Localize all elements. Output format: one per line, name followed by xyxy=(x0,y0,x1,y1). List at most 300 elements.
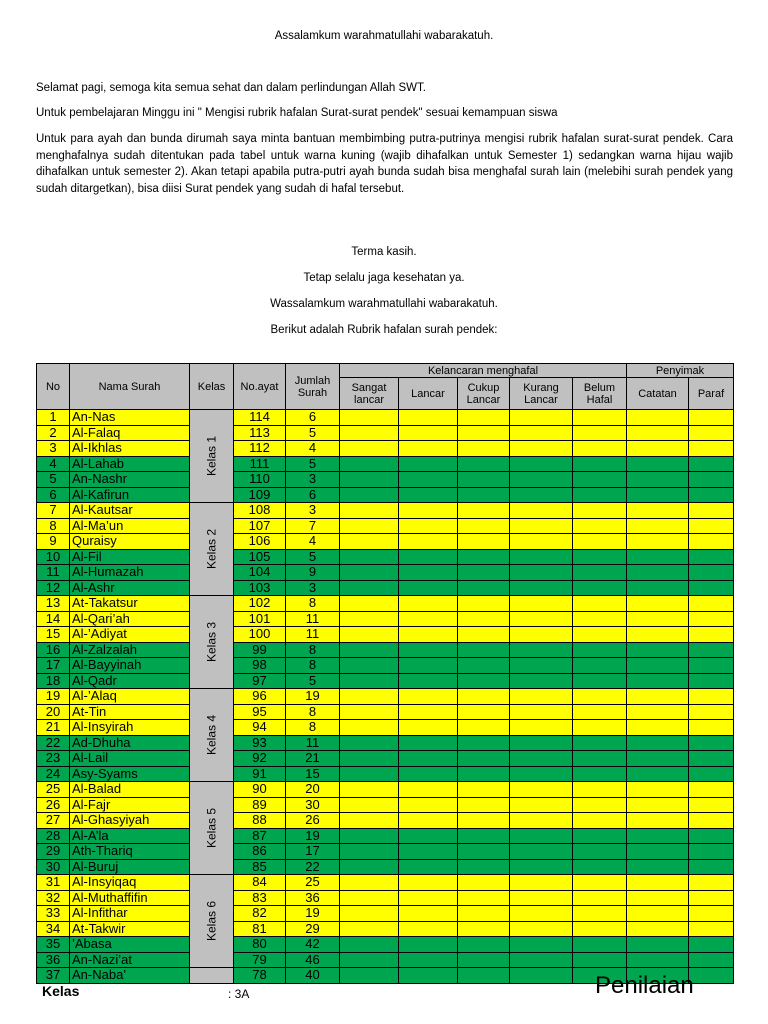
table-row xyxy=(37,503,734,519)
cell-kurang-lancar[interactable] xyxy=(510,534,573,550)
surah-name: Al-Kafirun xyxy=(70,487,190,503)
cell-belum-hafal[interactable] xyxy=(573,921,627,937)
cell-kurang-lancar[interactable] xyxy=(510,937,573,953)
cell-belum-hafal[interactable] xyxy=(573,937,627,953)
footer-penilaian-title: Penilaian xyxy=(595,972,694,999)
cell-lancar[interactable] xyxy=(399,642,458,658)
cell-lancar[interactable] xyxy=(399,503,458,519)
ayat-number: 99 xyxy=(234,642,286,658)
cell-belum-hafal[interactable] xyxy=(573,952,627,968)
cell-belum-hafal[interactable] xyxy=(573,875,627,891)
cell-lancar[interactable] xyxy=(399,487,458,503)
jumlah-ayat: 9 xyxy=(286,565,340,581)
cell-paraf[interactable] xyxy=(689,472,734,488)
cell-catatan[interactable] xyxy=(627,472,689,488)
cell-sangat-lancar[interactable] xyxy=(340,642,399,658)
cell-sangat-lancar[interactable] xyxy=(340,611,399,627)
cell-lancar[interactable] xyxy=(399,410,458,426)
cell-kurang-lancar[interactable] xyxy=(510,627,573,643)
cell-catatan[interactable] xyxy=(627,642,689,658)
cell-belum-hafal[interactable] xyxy=(573,487,627,503)
cell-lancar[interactable] xyxy=(399,859,458,875)
cell-lancar[interactable] xyxy=(399,534,458,550)
cell-cukup-lancar[interactable] xyxy=(458,658,510,674)
ayat-number: 87 xyxy=(234,828,286,844)
cell-catatan[interactable] xyxy=(627,425,689,441)
cell-kurang-lancar[interactable] xyxy=(510,844,573,860)
cell-kurang-lancar[interactable] xyxy=(510,890,573,906)
cell-lancar[interactable] xyxy=(399,828,458,844)
cell-belum-hafal[interactable] xyxy=(573,565,627,581)
cell-lancar[interactable] xyxy=(399,689,458,705)
surah-name: Ad-Dhuha xyxy=(70,735,190,751)
cell-paraf[interactable] xyxy=(689,503,734,519)
row-number: 1 xyxy=(37,410,70,426)
cell-catatan[interactable] xyxy=(627,704,689,720)
cell-cukup-lancar[interactable] xyxy=(458,487,510,503)
table-row xyxy=(37,813,734,829)
cell-sangat-lancar[interactable] xyxy=(340,704,399,720)
cell-catatan[interactable] xyxy=(627,720,689,736)
cell-sangat-lancar[interactable] xyxy=(340,906,399,922)
cell-catatan[interactable] xyxy=(627,487,689,503)
table-row xyxy=(37,596,734,612)
cell-paraf[interactable] xyxy=(689,782,734,798)
cell-lancar[interactable] xyxy=(399,968,458,984)
cell-lancar[interactable] xyxy=(399,425,458,441)
cell-cukup-lancar[interactable] xyxy=(458,518,510,534)
cell-catatan[interactable] xyxy=(627,782,689,798)
jumlah-ayat: 46 xyxy=(286,952,340,968)
cell-lancar[interactable] xyxy=(399,782,458,798)
cell-sangat-lancar[interactable] xyxy=(340,782,399,798)
cell-sangat-lancar[interactable] xyxy=(340,565,399,581)
cell-sangat-lancar[interactable] xyxy=(340,658,399,674)
cell-lancar[interactable] xyxy=(399,813,458,829)
cell-sangat-lancar[interactable] xyxy=(340,410,399,426)
cell-lancar[interactable] xyxy=(399,456,458,472)
cell-cukup-lancar[interactable] xyxy=(458,596,510,612)
cell-cukup-lancar[interactable] xyxy=(458,968,510,984)
surah-name: Al-Bayyinah xyxy=(70,658,190,674)
cell-cukup-lancar[interactable] xyxy=(458,813,510,829)
cell-kurang-lancar[interactable] xyxy=(510,968,573,984)
table-row xyxy=(37,549,734,565)
cell-sangat-lancar[interactable] xyxy=(340,580,399,596)
cell-sangat-lancar[interactable] xyxy=(340,813,399,829)
cell-kurang-lancar[interactable] xyxy=(510,518,573,534)
cell-paraf[interactable] xyxy=(689,890,734,906)
cell-belum-hafal[interactable] xyxy=(573,813,627,829)
cell-paraf[interactable] xyxy=(689,456,734,472)
cell-catatan[interactable] xyxy=(627,921,689,937)
cell-cukup-lancar[interactable] xyxy=(458,549,510,565)
cell-cukup-lancar[interactable] xyxy=(458,642,510,658)
cell-sangat-lancar[interactable] xyxy=(340,673,399,689)
cell-belum-hafal[interactable] xyxy=(573,472,627,488)
cell-kurang-lancar[interactable] xyxy=(510,565,573,581)
cell-lancar[interactable] xyxy=(399,921,458,937)
cell-lancar[interactable] xyxy=(399,580,458,596)
cell-belum-hafal[interactable] xyxy=(573,906,627,922)
cell-kurang-lancar[interactable] xyxy=(510,658,573,674)
cell-belum-hafal[interactable] xyxy=(573,782,627,798)
cell-kurang-lancar[interactable] xyxy=(510,875,573,891)
cell-catatan[interactable] xyxy=(627,673,689,689)
cell-paraf[interactable] xyxy=(689,921,734,937)
cell-sangat-lancar[interactable] xyxy=(340,921,399,937)
surah-name: Al-Fajr xyxy=(70,797,190,813)
cell-lancar[interactable] xyxy=(399,673,458,689)
surah-name: Al-’Alaq xyxy=(70,689,190,705)
cell-catatan[interactable] xyxy=(627,890,689,906)
cell-sangat-lancar[interactable] xyxy=(340,797,399,813)
cell-lancar[interactable] xyxy=(399,611,458,627)
cell-catatan[interactable] xyxy=(627,859,689,875)
cell-catatan[interactable] xyxy=(627,813,689,829)
cell-paraf[interactable] xyxy=(689,704,734,720)
cell-kurang-lancar[interactable] xyxy=(510,673,573,689)
kelas-group-cell xyxy=(190,596,234,689)
cell-cukup-lancar[interactable] xyxy=(458,704,510,720)
cell-lancar[interactable] xyxy=(399,937,458,953)
cell-paraf[interactable] xyxy=(689,518,734,534)
cell-belum-hafal[interactable] xyxy=(573,766,627,782)
cell-cukup-lancar[interactable] xyxy=(458,534,510,550)
cell-sangat-lancar[interactable] xyxy=(340,735,399,751)
cell-belum-hafal[interactable] xyxy=(573,720,627,736)
cell-catatan[interactable] xyxy=(627,580,689,596)
cell-catatan[interactable] xyxy=(627,503,689,519)
cell-lancar[interactable] xyxy=(399,751,458,767)
cell-lancar[interactable] xyxy=(399,952,458,968)
cell-catatan[interactable] xyxy=(627,766,689,782)
surah-name: ’Abasa xyxy=(70,937,190,953)
cell-paraf[interactable] xyxy=(689,968,734,984)
cell-belum-hafal[interactable] xyxy=(573,534,627,550)
cell-catatan[interactable] xyxy=(627,518,689,534)
cell-paraf[interactable] xyxy=(689,844,734,860)
cell-cukup-lancar[interactable] xyxy=(458,580,510,596)
cell-belum-hafal[interactable] xyxy=(573,627,627,643)
cell-sangat-lancar[interactable] xyxy=(340,766,399,782)
cell-lancar[interactable] xyxy=(399,906,458,922)
cell-lancar[interactable] xyxy=(399,658,458,674)
cell-kurang-lancar[interactable] xyxy=(510,797,573,813)
cell-catatan[interactable] xyxy=(627,875,689,891)
cell-paraf[interactable] xyxy=(689,658,734,674)
cell-paraf[interactable] xyxy=(689,720,734,736)
cell-cukup-lancar[interactable] xyxy=(458,875,510,891)
surah-name: Al-Lahab xyxy=(70,456,190,472)
jumlah-ayat: 29 xyxy=(286,921,340,937)
cell-sangat-lancar[interactable] xyxy=(340,503,399,519)
cell-cukup-lancar[interactable] xyxy=(458,627,510,643)
cell-belum-hafal[interactable] xyxy=(573,456,627,472)
cell-kurang-lancar[interactable] xyxy=(510,441,573,457)
cell-kurang-lancar[interactable] xyxy=(510,704,573,720)
cell-paraf[interactable] xyxy=(689,735,734,751)
row-number: 7 xyxy=(37,503,70,519)
cell-catatan[interactable] xyxy=(627,441,689,457)
cell-cukup-lancar[interactable] xyxy=(458,410,510,426)
cell-sangat-lancar[interactable] xyxy=(340,627,399,643)
table-row xyxy=(37,627,734,643)
cell-sangat-lancar[interactable] xyxy=(340,859,399,875)
cell-kurang-lancar[interactable] xyxy=(510,859,573,875)
cell-catatan[interactable] xyxy=(627,952,689,968)
table-row xyxy=(37,425,734,441)
cell-cukup-lancar[interactable] xyxy=(458,766,510,782)
cell-belum-hafal[interactable] xyxy=(573,441,627,457)
cell-cukup-lancar[interactable] xyxy=(458,828,510,844)
cell-sangat-lancar[interactable] xyxy=(340,549,399,565)
cell-paraf[interactable] xyxy=(689,751,734,767)
cell-lancar[interactable] xyxy=(399,844,458,860)
cell-paraf[interactable] xyxy=(689,627,734,643)
table-row xyxy=(37,487,734,503)
cell-belum-hafal[interactable] xyxy=(573,658,627,674)
cell-kurang-lancar[interactable] xyxy=(510,410,573,426)
jumlah-ayat: 19 xyxy=(286,906,340,922)
cell-lancar[interactable] xyxy=(399,720,458,736)
cell-belum-hafal[interactable] xyxy=(573,503,627,519)
cell-paraf[interactable] xyxy=(689,487,734,503)
cell-kurang-lancar[interactable] xyxy=(510,456,573,472)
cell-sangat-lancar[interactable] xyxy=(340,844,399,860)
cell-sangat-lancar[interactable] xyxy=(340,751,399,767)
cell-kurang-lancar[interactable] xyxy=(510,611,573,627)
cell-cukup-lancar[interactable] xyxy=(458,921,510,937)
cell-belum-hafal[interactable] xyxy=(573,751,627,767)
cell-lancar[interactable] xyxy=(399,565,458,581)
cell-cukup-lancar[interactable] xyxy=(458,735,510,751)
cell-catatan[interactable] xyxy=(627,549,689,565)
cell-paraf[interactable] xyxy=(689,611,734,627)
cell-cukup-lancar[interactable] xyxy=(458,782,510,798)
cell-paraf[interactable] xyxy=(689,813,734,829)
cell-belum-hafal[interactable] xyxy=(573,797,627,813)
cell-cukup-lancar[interactable] xyxy=(458,456,510,472)
cell-catatan[interactable] xyxy=(627,797,689,813)
cell-cukup-lancar[interactable] xyxy=(458,472,510,488)
cell-cukup-lancar[interactable] xyxy=(458,689,510,705)
cell-lancar[interactable] xyxy=(399,766,458,782)
cell-cukup-lancar[interactable] xyxy=(458,673,510,689)
header-no: No xyxy=(37,364,70,410)
cell-catatan[interactable] xyxy=(627,828,689,844)
cell-sangat-lancar[interactable] xyxy=(340,875,399,891)
cell-catatan[interactable] xyxy=(627,611,689,627)
cell-paraf[interactable] xyxy=(689,766,734,782)
cell-belum-hafal[interactable] xyxy=(573,549,627,565)
cell-cukup-lancar[interactable] xyxy=(458,441,510,457)
cell-kurang-lancar[interactable] xyxy=(510,766,573,782)
cell-sangat-lancar[interactable] xyxy=(340,968,399,984)
cell-cukup-lancar[interactable] xyxy=(458,844,510,860)
cell-belum-hafal[interactable] xyxy=(573,580,627,596)
table-row xyxy=(37,642,734,658)
thanks-text: Terma kasih. xyxy=(351,246,417,258)
cell-belum-hafal[interactable] xyxy=(573,735,627,751)
cell-catatan[interactable] xyxy=(627,456,689,472)
cell-cukup-lancar[interactable] xyxy=(458,906,510,922)
cell-sangat-lancar[interactable] xyxy=(340,890,399,906)
cell-cukup-lancar[interactable] xyxy=(458,859,510,875)
cell-cukup-lancar[interactable] xyxy=(458,565,510,581)
cell-sangat-lancar[interactable] xyxy=(340,937,399,953)
cell-lancar[interactable] xyxy=(399,441,458,457)
cell-kurang-lancar[interactable] xyxy=(510,425,573,441)
cell-catatan[interactable] xyxy=(627,937,689,953)
row-number: 18 xyxy=(37,673,70,689)
cell-kurang-lancar[interactable] xyxy=(510,782,573,798)
cell-paraf[interactable] xyxy=(689,642,734,658)
cell-kurang-lancar[interactable] xyxy=(510,549,573,565)
cell-cukup-lancar[interactable] xyxy=(458,937,510,953)
cell-paraf[interactable] xyxy=(689,797,734,813)
cell-belum-hafal[interactable] xyxy=(573,410,627,426)
cell-cukup-lancar[interactable] xyxy=(458,611,510,627)
cell-kurang-lancar[interactable] xyxy=(510,596,573,612)
cell-paraf[interactable] xyxy=(689,580,734,596)
cell-paraf[interactable] xyxy=(689,937,734,953)
cell-cukup-lancar[interactable] xyxy=(458,952,510,968)
cell-lancar[interactable] xyxy=(399,627,458,643)
cell-catatan[interactable] xyxy=(627,751,689,767)
cell-cukup-lancar[interactable] xyxy=(458,797,510,813)
cell-belum-hafal[interactable] xyxy=(573,596,627,612)
row-number: 6 xyxy=(37,487,70,503)
cell-sangat-lancar[interactable] xyxy=(340,518,399,534)
cell-paraf[interactable] xyxy=(689,534,734,550)
cell-cukup-lancar[interactable] xyxy=(458,890,510,906)
cell-lancar[interactable] xyxy=(399,704,458,720)
cell-cukup-lancar[interactable] xyxy=(458,720,510,736)
kelas-group-cell xyxy=(190,689,234,782)
cell-paraf[interactable] xyxy=(689,859,734,875)
cell-paraf[interactable] xyxy=(689,425,734,441)
cell-kurang-lancar[interactable] xyxy=(510,906,573,922)
cell-lancar[interactable] xyxy=(399,735,458,751)
cell-sangat-lancar[interactable] xyxy=(340,534,399,550)
cell-paraf[interactable] xyxy=(689,410,734,426)
cell-paraf[interactable] xyxy=(689,596,734,612)
cell-paraf[interactable] xyxy=(689,952,734,968)
cell-sangat-lancar[interactable] xyxy=(340,487,399,503)
row-number: 17 xyxy=(37,658,70,674)
cell-belum-hafal[interactable] xyxy=(573,844,627,860)
cell-catatan[interactable] xyxy=(627,735,689,751)
cell-catatan[interactable] xyxy=(627,658,689,674)
cell-sangat-lancar[interactable] xyxy=(340,689,399,705)
cell-belum-hafal[interactable] xyxy=(573,518,627,534)
hafalan-rubric-table xyxy=(36,363,734,984)
cell-paraf[interactable] xyxy=(689,441,734,457)
cell-kurang-lancar[interactable] xyxy=(510,921,573,937)
surah-name: An-Nas xyxy=(70,410,190,426)
cell-kurang-lancar[interactable] xyxy=(510,828,573,844)
cell-sangat-lancar[interactable] xyxy=(340,720,399,736)
cell-paraf[interactable] xyxy=(689,565,734,581)
cell-kurang-lancar[interactable] xyxy=(510,642,573,658)
cell-belum-hafal[interactable] xyxy=(573,890,627,906)
cell-sangat-lancar[interactable] xyxy=(340,472,399,488)
cell-belum-hafal[interactable] xyxy=(573,673,627,689)
cell-kurang-lancar[interactable] xyxy=(510,472,573,488)
cell-belum-hafal[interactable] xyxy=(573,689,627,705)
row-number: 21 xyxy=(37,720,70,736)
cell-kurang-lancar[interactable] xyxy=(510,735,573,751)
cell-belum-hafal[interactable] xyxy=(573,642,627,658)
cell-paraf[interactable] xyxy=(689,549,734,565)
cell-belum-hafal[interactable] xyxy=(573,859,627,875)
cell-catatan[interactable] xyxy=(627,534,689,550)
cell-lancar[interactable] xyxy=(399,518,458,534)
row-number: 30 xyxy=(37,859,70,875)
cell-sangat-lancar[interactable] xyxy=(340,456,399,472)
cell-kurang-lancar[interactable] xyxy=(510,487,573,503)
cell-sangat-lancar[interactable] xyxy=(340,952,399,968)
row-number: 34 xyxy=(37,921,70,937)
cell-cukup-lancar[interactable] xyxy=(458,751,510,767)
cell-lancar[interactable] xyxy=(399,549,458,565)
cell-kurang-lancar[interactable] xyxy=(510,689,573,705)
ayat-number: 97 xyxy=(234,673,286,689)
cell-paraf[interactable] xyxy=(689,689,734,705)
surah-name: Al-Falaq xyxy=(70,425,190,441)
row-number: 16 xyxy=(37,642,70,658)
cell-cukup-lancar[interactable] xyxy=(458,425,510,441)
cell-belum-hafal[interactable] xyxy=(573,704,627,720)
cell-lancar[interactable] xyxy=(399,472,458,488)
cell-paraf[interactable] xyxy=(689,828,734,844)
cell-lancar[interactable] xyxy=(399,875,458,891)
cell-catatan[interactable] xyxy=(627,565,689,581)
cell-catatan[interactable] xyxy=(627,627,689,643)
cell-belum-hafal[interactable] xyxy=(573,425,627,441)
cell-sangat-lancar[interactable] xyxy=(340,828,399,844)
cell-belum-hafal[interactable] xyxy=(573,611,627,627)
cell-paraf[interactable] xyxy=(689,906,734,922)
cell-kurang-lancar[interactable] xyxy=(510,503,573,519)
table-row xyxy=(37,611,734,627)
cell-sangat-lancar[interactable] xyxy=(340,425,399,441)
cell-kurang-lancar[interactable] xyxy=(510,720,573,736)
cell-cukup-lancar[interactable] xyxy=(458,503,510,519)
cell-catatan[interactable] xyxy=(627,596,689,612)
ayat-number: 88 xyxy=(234,813,286,829)
cell-catatan[interactable] xyxy=(627,689,689,705)
cell-catatan[interactable] xyxy=(627,410,689,426)
cell-sangat-lancar[interactable] xyxy=(340,441,399,457)
cell-kurang-lancar[interactable] xyxy=(510,751,573,767)
table-row xyxy=(37,735,734,751)
cell-paraf[interactable] xyxy=(689,875,734,891)
cell-belum-hafal[interactable] xyxy=(573,828,627,844)
cell-kurang-lancar[interactable] xyxy=(510,813,573,829)
cell-paraf[interactable] xyxy=(689,673,734,689)
cell-catatan[interactable] xyxy=(627,906,689,922)
row-number: 26 xyxy=(37,797,70,813)
cell-lancar[interactable] xyxy=(399,596,458,612)
cell-lancar[interactable] xyxy=(399,797,458,813)
cell-lancar[interactable] xyxy=(399,890,458,906)
cell-kurang-lancar[interactable] xyxy=(510,580,573,596)
cell-catatan[interactable] xyxy=(627,844,689,860)
cell-sangat-lancar[interactable] xyxy=(340,596,399,612)
cell-kurang-lancar[interactable] xyxy=(510,952,573,968)
